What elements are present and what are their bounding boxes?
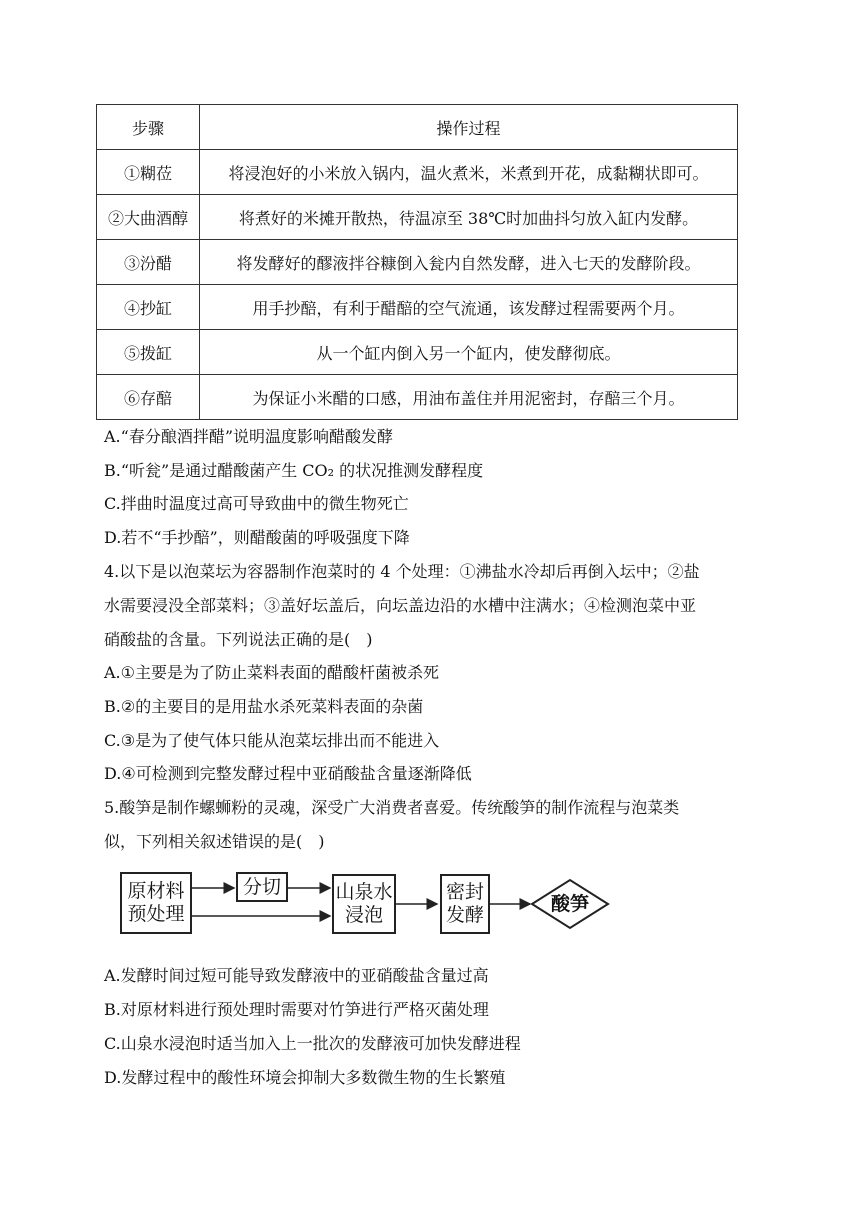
- q4-option-b: B.②的主要目的是用盐水杀死菜料表面的杂菌: [104, 697, 424, 716]
- process-cell: 将煮好的米摊开散热，待温凉至 38℃时加曲抖匀放入缸内发酵。: [200, 195, 738, 240]
- table-row: [97, 150, 738, 195]
- header-step: 步骤: [97, 105, 200, 150]
- process-table: [96, 104, 738, 420]
- q5-option-a: A.发酵时间过短可能导致发酵液中的亚硝酸盐含量过高: [104, 966, 489, 985]
- q3-option-a: A.“春分酿酒拌醋”说明温度影响醋酸发酵: [104, 427, 394, 446]
- product-label: 酸笋: [550, 893, 589, 915]
- table-row: [97, 330, 738, 375]
- table-row: [97, 195, 738, 240]
- q5-option-d: D.发酵过程中的酸性环境会抑制大多数微生物的生长繁殖: [104, 1068, 506, 1087]
- process-cell: 将发酵好的醪液拌谷糠倒入瓮内自然发酵，进入七天的发酵阶段。: [200, 240, 738, 285]
- table-header-row: [97, 105, 738, 150]
- q5-stem-line-1: 5.酸笋是制作螺蛳粉的灵魂，深受广大消费者喜爱。传统酸笋的制作流程与泡菜类: [104, 798, 680, 817]
- step-cell: ③汾醋: [97, 240, 200, 285]
- flowchart: [120, 866, 620, 942]
- box-raw-material-line2: 预处理: [127, 903, 185, 925]
- step-cell: ⑤拨缸: [97, 330, 200, 375]
- q5-stem-line-2: 似，下列相关叙述错误的是( ): [104, 832, 325, 851]
- table-row: [97, 375, 738, 420]
- q3-option-b: B.“听瓮”是通过醋酸菌产生 CO₂ 的状况推测发酵程度: [104, 461, 484, 480]
- box-soak-line2: 浸泡: [344, 904, 383, 926]
- table-row: [97, 285, 738, 330]
- header-process: 操作过程: [200, 105, 738, 150]
- q4-option-d: D.④可检测到完整发酵过程中亚硝酸盐含量逐渐降低: [104, 764, 472, 783]
- q5-option-b: B.对原材料进行预处理时需要对竹笋进行严格灭菌处理: [104, 1000, 489, 1019]
- process-cell: 用手抄醅，有利于醋醅的空气流通，该发酵过程需要两个月。: [200, 285, 738, 330]
- box-cut: 分切: [236, 872, 288, 902]
- q4-option-c: C.③是为了使气体只能从泡菜坛排出而不能进入: [104, 731, 440, 750]
- q4-stem-line-1: 4.以下是以泡菜坛为容器制作泡菜时的 4 个处理：①沸盐水冷却后再倒入坛中；②盐: [104, 562, 700, 581]
- q4-option-a: A.①主要是为了防止菜料表面的醋酸杆菌被杀死: [104, 663, 439, 682]
- q5-option-c: C.山泉水浸泡时适当加入上一批次的发酵液可加快发酵进程: [104, 1034, 521, 1053]
- box-seal-ferment: [440, 874, 490, 934]
- process-cell: 将浸泡好的小米放入锅内，温火煮米，米煮到开花，成黏糊状即可。: [200, 150, 738, 195]
- box-soak: [332, 874, 396, 934]
- q4-stem-line-2: 水需要浸没全部菜料；③盖好坛盖后，向坛盖边沿的水槽中注满水；④检测泡菜中亚: [104, 596, 697, 615]
- step-cell: ①糊莅: [97, 150, 200, 195]
- q3-option-d: D.若不“手抄醅”，则醋酸菌的呼吸强度下降: [104, 528, 410, 547]
- step-cell: ④抄缸: [97, 285, 200, 330]
- box-seal-line2: 发酵: [445, 904, 484, 926]
- box-seal-line1: 密封: [445, 881, 484, 903]
- step-cell: ②大曲酒醇: [97, 195, 200, 240]
- table-row: [97, 240, 738, 285]
- box-raw-material: [120, 872, 192, 934]
- q4-stem-line-3: 硝酸盐的含量。下列说法正确的是( ): [104, 630, 373, 649]
- box-raw-material-line1: 原材料: [127, 880, 185, 902]
- process-cell: 为保证小米醋的口感，用油布盖住并用泥密封，存醅三个月。: [200, 375, 738, 420]
- q3-option-c: C.拌曲时温度过高可导致曲中的微生物死亡: [104, 494, 409, 513]
- step-cell: ⑥存醅: [97, 375, 200, 420]
- box-soak-line1: 山泉水: [335, 881, 393, 903]
- process-cell: 从一个缸内倒入另一个缸内，使发酵彻底。: [200, 330, 738, 375]
